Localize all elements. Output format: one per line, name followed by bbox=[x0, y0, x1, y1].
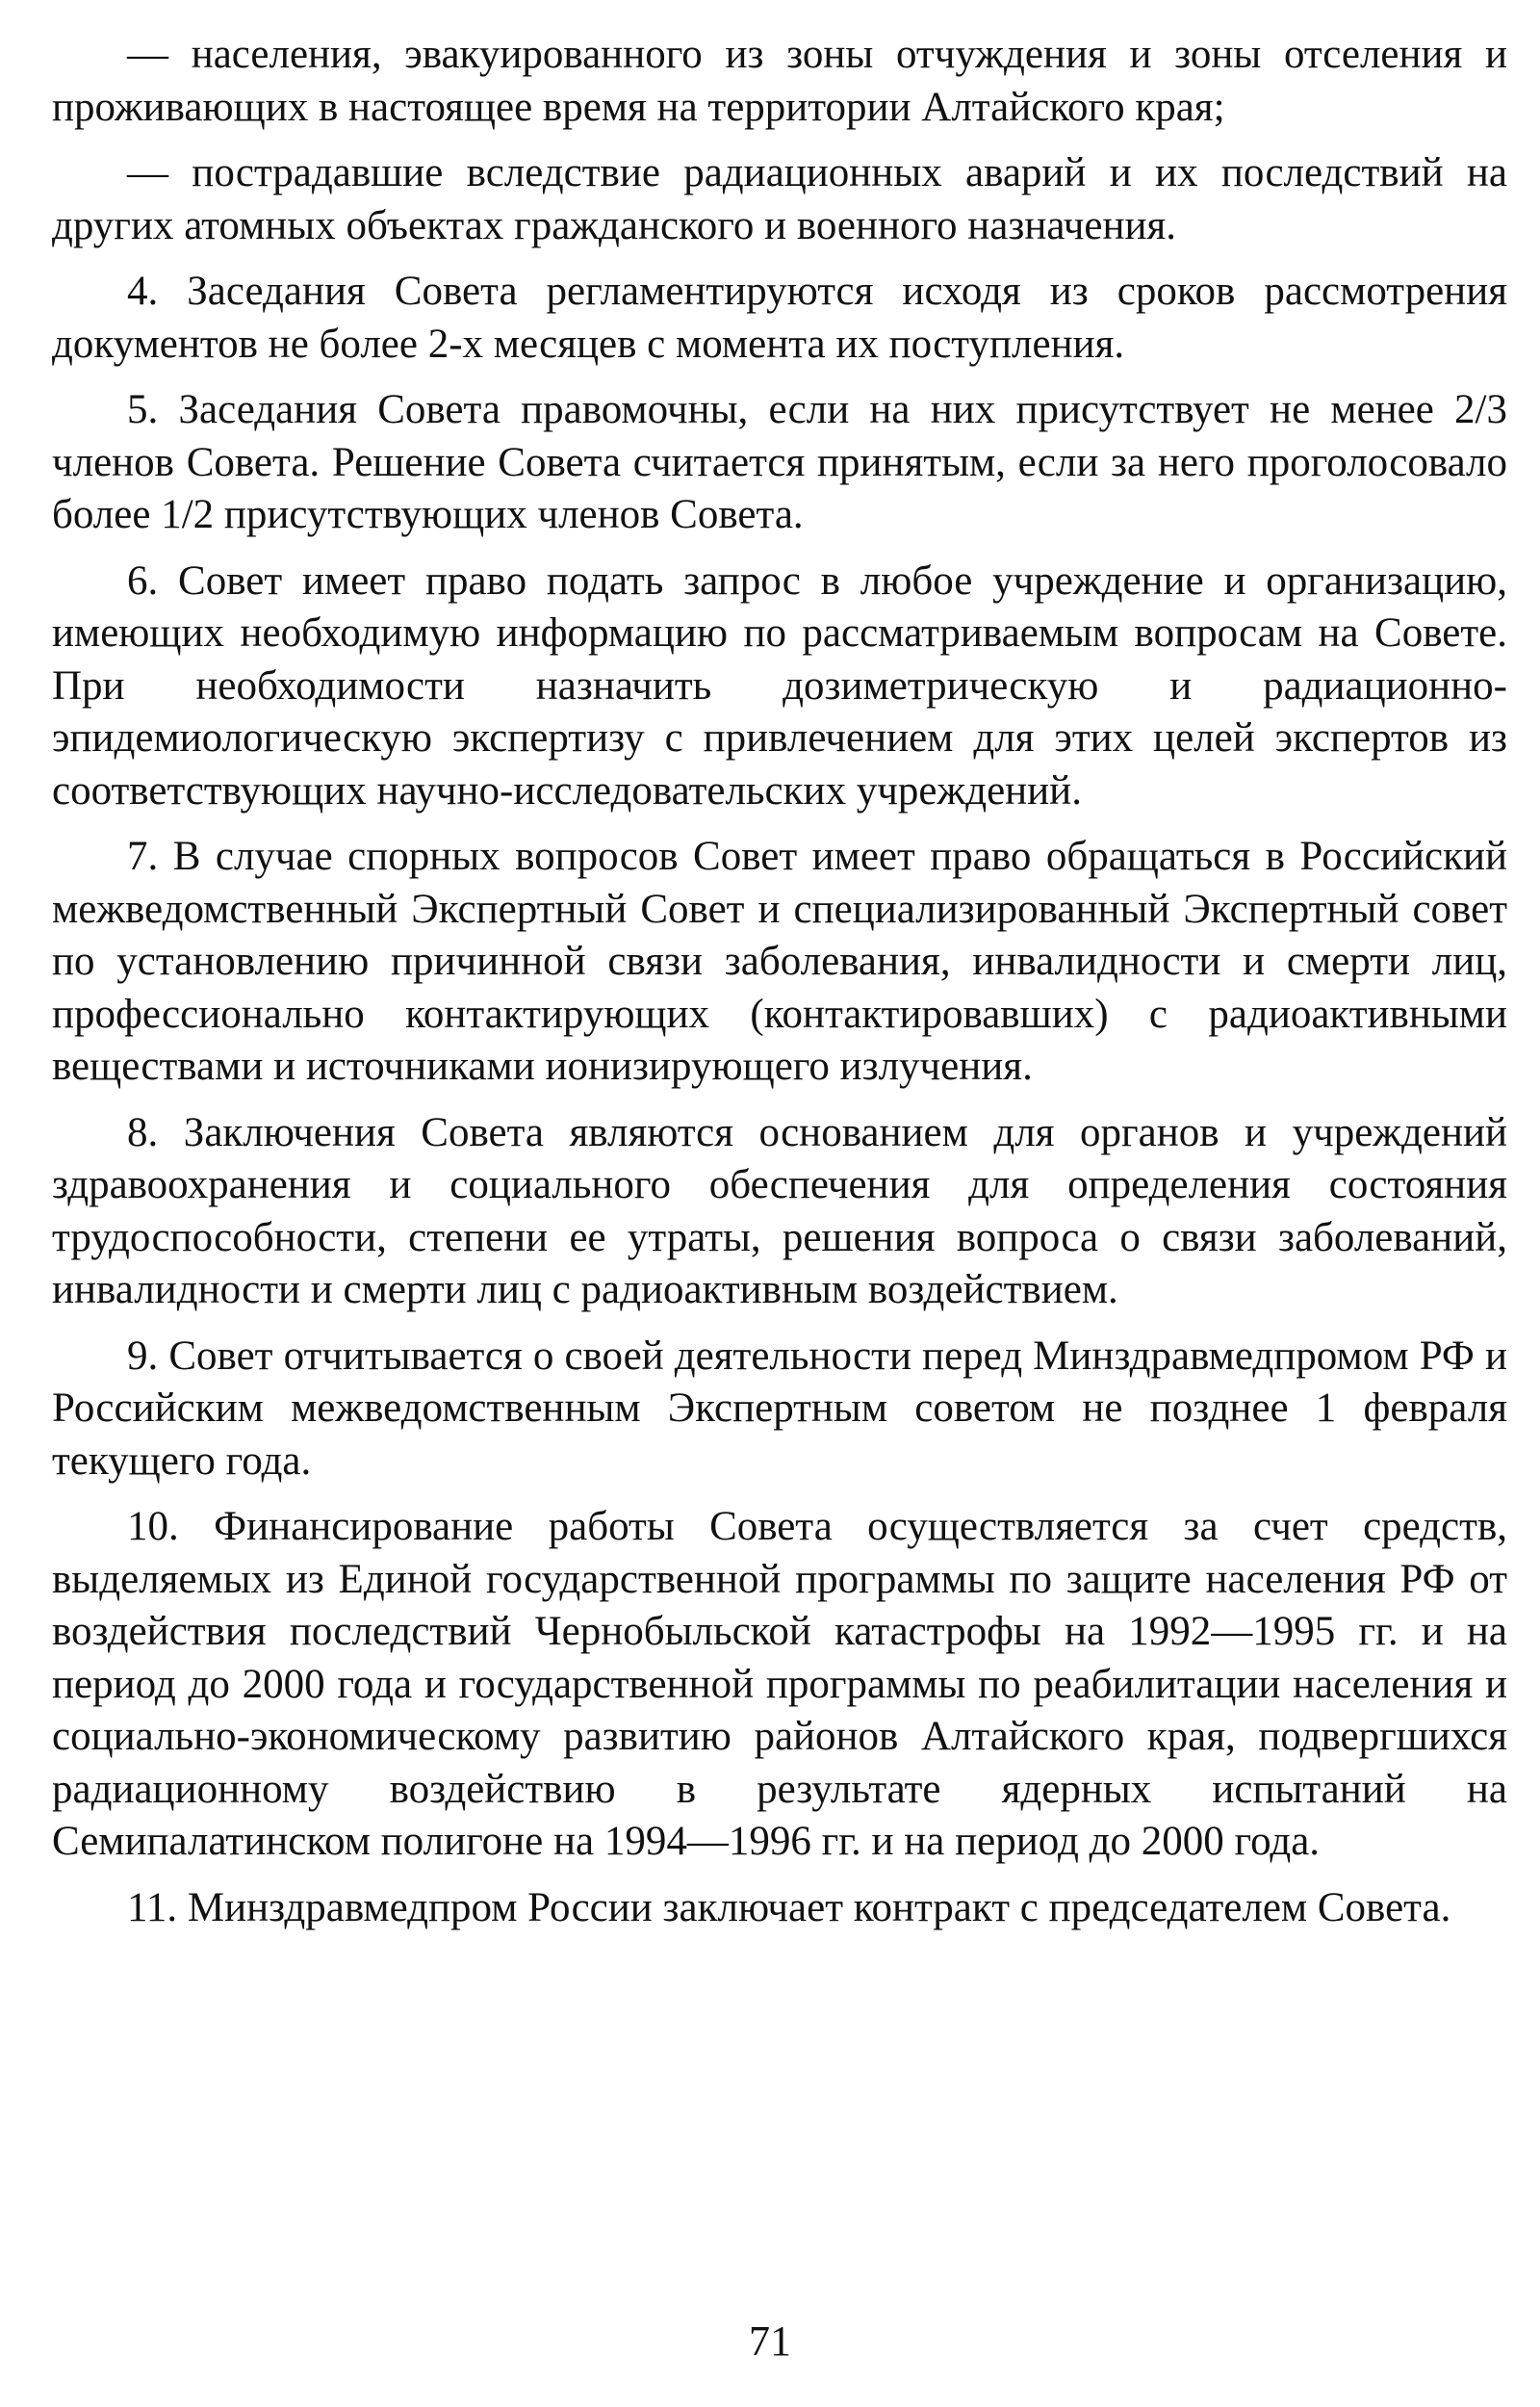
paragraph-item-9: 9. Совет отчитывается о своей деятельности перед Минздравмедпромом РФ и Российским межведомственным Экспертным советом не позднее 1 февраля текущего года. bbox=[52, 1333, 1507, 1484]
page-number: 71 bbox=[749, 2317, 791, 2365]
paragraph-item-6: 6. Совет имеет право подать запрос в любое учреждение и организацию, имеющих необходимую информацию по рассматриваемым вопросам на Совете. При необходимости назначить дозиметрическую и радиационно-эпидемиологическую экспертизу с привлечением для этих целей экспертов из соответствующих научно-исследовательских учреждений. bbox=[52, 557, 1507, 814]
paragraph-item-11: 11. Минздравмедпром России заключает контракт с председателем Совета. bbox=[127, 1884, 1451, 1930]
paragraph-item-7: 7. В случае спорных вопросов Совет имеет право обращаться в Российский межведомственный Экспертный Совет и специализированный Экспертный совет по установлению причинной связи заболевания, инвалидности и смерти лиц, профессионально контактирующих (контактировавших) с радиоактивными веществами и источниками ионизирующего излучения. bbox=[52, 834, 1507, 1089]
paragraph-item-5: 5. Заседания Совета правомочны, если на них присутствует не менее 2/3 членов Совета. Решение Совета считается принятым, если за него проголосовало более 1/2 присутствующих членов Совета. bbox=[52, 387, 1507, 537]
document-page bbox=[52, 29, 1507, 1948]
paragraph-item-10: 10. Финансирование работы Совета осуществляется за счет средств, выделяемых из Единой государственной программы по защите населения РФ от воздействия последствий Чернобыльской катастрофы на 1992—1995 гг. и на период до 2000 года и государственной программы по реабилитации населения и социально-экономическому развитию районов Алтайского края, подвергшихся радиационному воздействию в результате ядерных испытаний на Семипалатинском полигоне на 1994—1996 гг. и на период до 2000 года. bbox=[52, 1504, 1507, 1864]
paragraph-item-8: 8. Заключения Совета являются основанием для органов и учреждений здравоохранения и социального обеспечения для определения состояния трудоспособности, степени ее утраты, решения вопроса о связи заболеваний, инвалидности и смерти лиц с радиоактивным воздействием. bbox=[52, 1109, 1507, 1312]
paragraph-evacuated-population: — населения, эвакуированного из зоны отчуждения и зоны отселения и проживающих в настоящее время на территории Алтайского края; bbox=[52, 32, 1507, 130]
paragraph-other-accidents: — пострадавшие вследствие радиационных аварий и их последствий на других атомных объектах гражданского и военного назначения. bbox=[52, 150, 1507, 248]
paragraph-item-4: 4. Заседания Совета регламентируются исходя из сроков рассмотрения документов не более 2-х месяцев с момента их поступления. bbox=[52, 269, 1507, 367]
